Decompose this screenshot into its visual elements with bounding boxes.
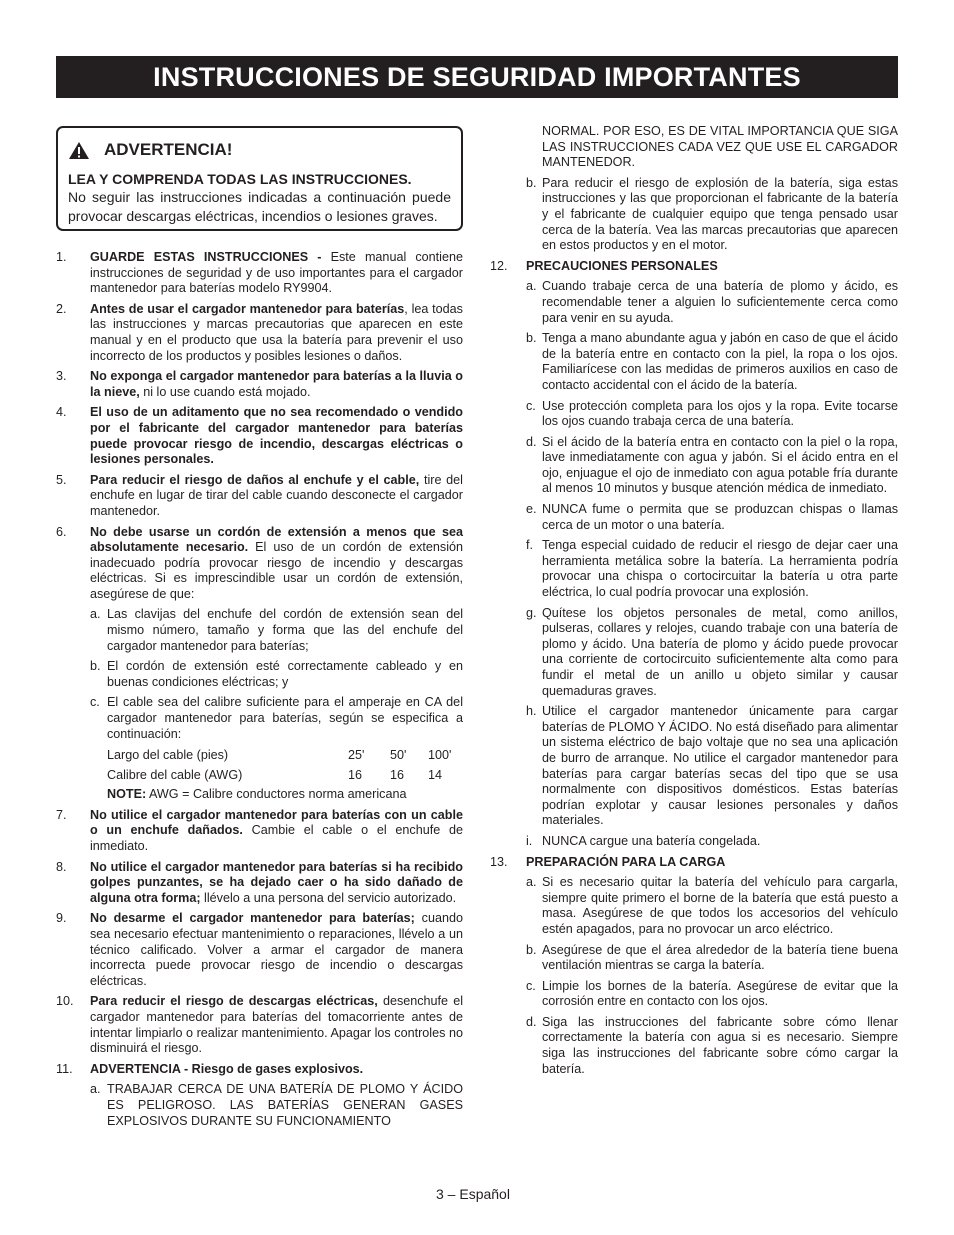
item-body [90,860,463,907]
sub-text: Limpie los bornes de la batería. Asegúrese de evitar que la corrosión entre en contacto con los ojos. [542,978,898,1009]
sub-list [490,875,898,1077]
item-bold: Para reducir el riesgo de daños al enchufe y el cable, [90,472,420,487]
sub-text: Quítese los objetos personales de metal, como anillos, pulseras, collares y relojes, cuando trabaje con una batería de plomo y ácido. Una batería de plomo y ácido puede provocar una corriente de cortocircuito suficientemente alta como para fundir el metal de un anillo u objeto similar y causar quemaduras graves. [542,605,898,698]
item-text: , lea todas las instrucciones y marcas precautorias que aparecen en este manual y en el producto que usa la batería para prevenir el uso incorrecto de los productos y posibles lesiones o daños. [90,301,463,363]
sub-item [490,538,898,600]
sub-item [490,399,898,430]
sub-letter: c. [526,398,536,413]
list-item [56,1062,463,1129]
sub-letter: h. [526,704,537,719]
item-body [90,808,463,855]
sub-list [490,279,898,849]
sub-letter: e. [526,502,537,517]
sub-item [490,979,898,1010]
sub-text: Siga las instrucciones del fabricante sobre cómo llenar correctamente la batería con agua si es necesario. Siempre siga las instrucciones del fabricante sobre cómo cargar la batería. [542,1014,898,1076]
sub-item [90,695,463,802]
table-cell: Largo del cable (pies) [107,748,229,763]
sub-item [490,176,898,254]
table-cell: 14 [428,768,443,783]
sub-item [490,943,898,974]
list-item [56,525,463,803]
item-body [90,525,463,803]
sub-letter: c. [526,978,536,993]
table-cell: 25' [348,748,365,763]
item-text: Este manual contiene instrucciones de seguridad y de uso importantes para el cargador mantenedor para baterías modelo RY9904. [90,250,463,296]
list-item [490,855,898,871]
item-bold: PREPARACIÓN PARA LA CARGA [526,854,726,869]
sub-text: TRABAJAR CERCA DE UNA BATERÍA DE PLOMO Y ÁCIDO ES PELIGROSO. LAS BATERÍAS GENERAN GASES EXPLOSIVOS DURANTE SU FUNCIONAMIENTO [107,1082,463,1128]
sub-letter: a. [90,1082,101,1097]
item-body [90,1062,463,1129]
sub-letter: b. [90,659,101,674]
sub-text: Cuando trabaje cerca de una batería de plomo y ácido, es recomendable tener a alguien lo suficientemente cerca como para venir en su ayuda. [542,279,898,325]
sub-text: Asegúrese de que el área alrededor de la batería tiene buena ventilación mientras se carga la batería. [542,942,898,973]
sub-letter: b. [526,331,537,346]
sub-item [90,1082,463,1129]
item-number: 6. [56,524,67,539]
sub-text: Si el ácido de la batería entra en contacto con la piel o la ropa, lave inmediatamente con agua y jabón. Si el ácido entra en el ojo, enjuague el ojo de inmediato con agua potable fría durante al menos 10 minutos y busque atención médica de inmediato. [542,434,898,496]
item-bold: No exponga el cargador mantenedor para baterías a la lluvia o la nieve, [90,369,463,399]
table-cell: 50' [390,748,407,763]
item-bold: Antes de usar el cargador mantenedor para baterías [90,301,405,316]
sub-letter: b. [526,942,537,957]
item-body [526,259,898,275]
item-text: El uso de un cordón de extensión inadecuado podría provocar riesgo de incendio y descargas eléctricas. Si es imprescindible usar un cordón de extensión, asegúrese de que: [90,540,463,601]
item-body [90,302,463,364]
continued-text: NORMAL. POR ESO, ES DE VITAL IMPORTANCIA QUE SIGA LAS INSTRUCCIONES CADA VEZ QUE USE EL CARGADOR MANTENEDOR. [542,124,898,170]
list-item [56,369,463,400]
list-item [56,808,463,855]
sub-letter: a. [526,279,537,294]
sub-letter: i. [526,833,533,848]
item-body [90,250,463,297]
item-bold: ADVERTENCIA - Riesgo de gases explosivos. [90,1061,364,1076]
sub-text: NUNCA fume o permita que se produzcan chispas o llamas cerca de un motor o una batería. [542,502,898,532]
item-body [90,911,463,989]
item-bold: GUARDE ESTAS INSTRUCCIONES - [90,250,331,264]
sub-item [90,659,463,690]
item-number: 1. [56,250,67,264]
left-column [56,126,463,1134]
sub-text: Tenga a mano abundante agua y jabón en caso de que el ácido de la batería entre en contacto con la piel, la ropa o los ojos. Familiarícese con las medidas de primeros auxilios en caso de contacto accidental con el ácido de la batería. [542,331,898,392]
cable-table [107,745,463,785]
list-item [56,250,463,297]
sub-item [90,607,463,654]
sub-item [490,502,898,533]
item-bold: Para reducir el riesgo de descargas eléctricas, [90,994,378,1009]
sub-item [490,331,898,393]
sub-letter: b. [526,175,537,190]
sub-text: Utilice el cargador mantenedor únicamente para cargar baterías de PLOMO Y ÁCIDO. No está diseñado para alimentar un sistema eléctrico de bajo voltaje que no sea una aplicación de burro de arranque. No utilice el cargador mantenedor para baterías para cargar baterías secas del tipo que se usa normalmente con dispositivos domésticos. Estas baterías podrían explotar y causar lesiones personales y daños materiales. [542,704,898,828]
item-number: 7. [56,807,67,822]
page-title: INSTRUCCIONES DE SEGURIDAD IMPORTANTES [56,56,898,98]
list-item [56,860,463,907]
item-text: desenchufe el cargador mantenedor para baterías del tomacorriente antes de intentar limpiarlo o realizar mantenimiento. Apagar los controles no disminuirá el riesgo. [90,994,464,1056]
list-item [56,911,463,989]
list-item [490,259,898,275]
item-text: Cambie el cable o el enchufe de inmediato. [90,823,463,853]
list-item [56,473,463,520]
sub-letter: a. [526,875,537,890]
item-number: 2. [56,301,67,316]
sub-body [107,695,463,802]
list-item [56,302,463,364]
table-note [107,787,463,803]
table-cell: 16 [348,768,363,783]
sub-item [490,704,898,829]
item-body [90,473,463,520]
warning-heading [68,140,451,160]
warning-text: No seguir las instrucciones indicadas a continuación puede provocar descargas eléctricas, incendios o lesiones graves. [68,189,451,224]
item-bold: No desarme el cargador mantenedor para baterías; [90,911,415,926]
item-number: 4. [56,405,67,420]
table-cell: 100' [428,748,452,763]
sub-letter: a. [90,607,101,622]
page-footer: 3 – Español [436,1186,510,1202]
item-text: llévelo a una persona del servicio autorizado. [200,890,457,905]
item-number: 5. [56,472,67,487]
item-text: cuando sea necesario efectuar mantenimiento o reparaciones, llévelo a un técnico calificado. Volver a armar el cargador de manera incorrecta puede provocar riesgo de incendio o descargas eléctricas. [90,911,463,988]
item-number: 13. [490,854,508,869]
sub-text: El cable sea del calibre suficiente para el amperaje en CA del cargador mantenedor para baterías, según se especifica a continuación: [107,695,463,741]
item-bold: El uso de un aditamento que no sea recomendado o vendido por el fabricante del cargador mantenedor para baterías puede provocar riesgo de incendio, descargas eléctricas o lesiones personales. [90,405,463,467]
list-item [56,994,463,1056]
item-body [526,855,898,871]
sub-item [490,1015,898,1077]
sub-item [490,606,898,700]
sub-item [490,834,898,850]
sub-letter: d. [526,434,537,449]
item-bold: No debe usarse un cordón de extensión a menos que sea absolutamente necesario. [90,524,463,555]
sub-item [490,279,898,326]
item-number: 3. [56,369,67,384]
item-text: tire del enchufe en lugar de tirar del cable cuando desconecte el cargador mantenedor. [90,472,463,518]
warning-box [56,126,463,231]
item-body [90,405,463,467]
right-column [490,124,898,1082]
sub-text: Si es necesario quitar la batería del vehículo para cargarla, siempre quite primero el borne de la batería que está puesto a masa. Asegúrese de que todos los accesorios del vehículo estén apagados, para no provocar un arco eléctrico. [542,875,898,936]
note-label: NOTE: [107,787,147,802]
list-item [56,405,463,467]
item-bold: No utilice el cargador mantenedor para baterías con un cable o un enchufe dañados. [90,807,463,838]
warning-subheading: LEA Y COMPRENDA TODAS LAS INSTRUCCIONES. [68,171,412,187]
table-cell: 16 [390,768,405,783]
warning-heading-text: ADVERTENCIA! [104,140,233,159]
item-bold: PRECAUCIONES PERSONALES [526,258,718,273]
table-row [107,745,463,765]
item-body [90,369,463,400]
sub-item [490,435,898,497]
sub-text: El cordón de extensión esté correctamente cableado y en buenas condiciones eléctricas; y [107,659,463,689]
table-cell: Calibre del cable (AWG) [107,768,243,783]
item-number: 9. [56,911,67,926]
note-text: AWG = Calibre conductores norma americana [146,787,407,802]
item-body [90,994,463,1056]
sub-text: Las clavijas del enchufe del cordón de extensión sean del mismo número, tamaño y forma que las del enchufe del cargador mantenedor para baterías; [107,607,463,653]
sub-text: Tenga especial cuidado de reducir el riesgo de dejar caer una herramienta metálica sobre la batería. La herramienta podría provocar una chispa o cortocircuitar la batería u otra parte eléctrica, lo cual podría provocar una explosión. [542,538,898,600]
sub-item [490,875,898,937]
sub-text: NUNCA cargue una batería congelada. [542,833,761,848]
item-number: 8. [56,859,67,874]
sub-letter: g. [526,605,537,620]
warning-triangle-icon [68,141,90,160]
sub-letter: d. [526,1014,537,1029]
item-text: ni lo use cuando está mojado. [139,384,311,399]
sub-letter: c. [90,695,100,710]
item-number: 10. [56,994,74,1009]
sub-text: Use protección completa para los ojos y la ropa. Evite tocarse los ojos cuando trabaja cerca de una batería. [542,398,898,429]
sub-text: Para reducir el riesgo de explosión de la batería, siga estas instrucciones y las que proporcionan el fabricante de la batería y el fabricante de cualquier equipo que tenga pensado usar cerca de la batería. Vea las marcas precautorias que aparecen en estos productos y en el motor. [542,175,898,253]
item-number: 11. [56,1061,73,1076]
item-number: 12. [490,258,508,273]
item-bold: No utilice el cargador mantenedor para baterías si ha recibido golpes punzantes, se ha dejado caer o ha sido dañado de alguna otra forma; [90,859,463,905]
table-row [107,765,463,785]
sub-letter: f. [526,538,533,553]
